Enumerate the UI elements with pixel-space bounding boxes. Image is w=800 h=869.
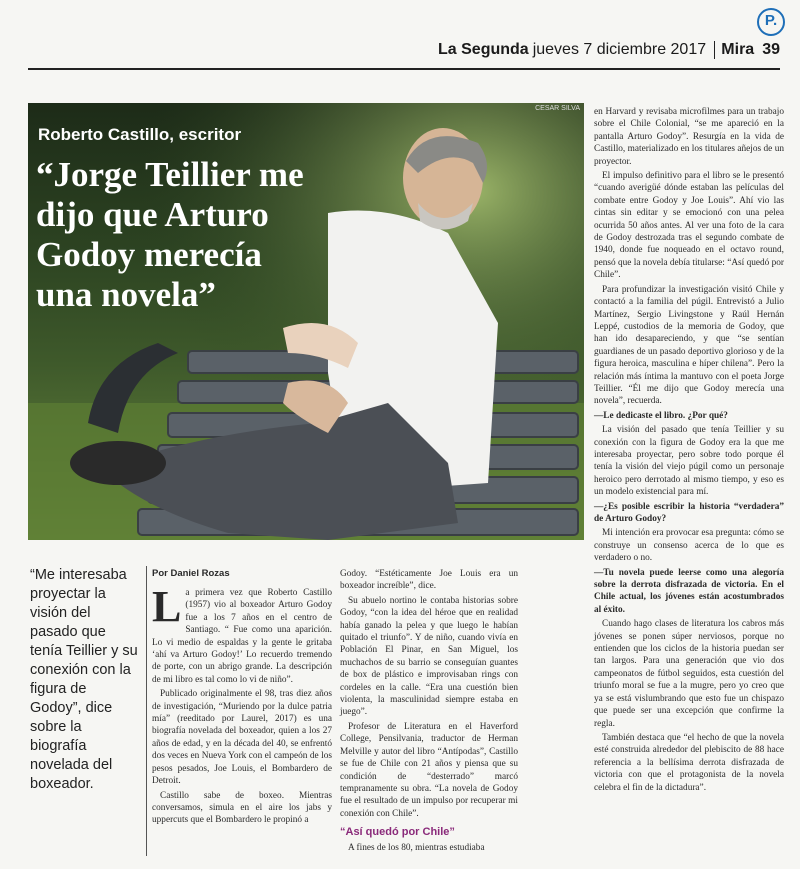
article-column-2	[340, 568, 518, 857]
paragraph	[152, 582, 332, 686]
pull-quote: “Me interesaba proyectar la visión del pasado que tenía Teillier y su conexión con la figura de Godoy”, dice sobre la biografía novelada del boxeador.	[30, 567, 138, 792]
interview-answer: La visión del pasado que tenía Teillier y su conexión con la figura de Godoy era la que me interesaba proyectar, pero sobre todo porque él tenía la visión del viejo púgil como un personaje heroico pero derrotado al mismo tiempo, y eso es un modelo existencial para mí.	[594, 425, 784, 498]
article-kicker: Roberto Castillo, escritor	[38, 125, 242, 144]
article-column-1	[152, 568, 332, 829]
photo-credit: CESAR SILVA	[535, 105, 580, 112]
interview-question: —¿Es posible escribir la historia “verdadera” de Arturo Godoy?	[594, 501, 784, 524]
drop-cap: L	[152, 582, 182, 631]
paragraph: Castillo sabe de boxeo. Mientras conversamos, simula en el aire los jabs y uppercuts que el Bombardero le propinó a	[152, 790, 332, 826]
section-subhead: “Así quedó por Chile”	[340, 826, 455, 839]
article-headline: “Jorge Teillier me dijo que Arturo Godoy merecía una novela”	[36, 155, 304, 314]
page-header	[438, 38, 780, 62]
portrait-photo	[28, 103, 584, 540]
interview-answer: Mi intención era provocar esa pregunta: cómo se construye un consenso acerca de lo que es verdadero o no.	[594, 528, 784, 564]
byline: Por Daniel Rozas	[152, 568, 230, 579]
header-divider	[714, 41, 715, 59]
issue-date: jueves 7 diciembre 2017	[532, 41, 707, 58]
paragraph: Su abuelo nortino le contaba historias sobre Godoy, “con la idea del héroe que en realidad había ganado la pelea y que luego le habían quitado el triunfo”. Y de niño, cuando vivía en Población El Pinar, en San Miguel, los muchachos de su barrio se conseguían guantes de box de plástico e improvisaban rings con cordeles en la calle. “Era una cuestión bien violenta, la masculinidad siempre estaba en juego”.	[340, 595, 518, 718]
article-column-3	[594, 106, 784, 796]
paragraph: Godoy. “Estéticamente Joe Louis era un boxeador increíble”, dice.	[340, 569, 518, 592]
paragraph: Para profundizar la investigación visitó Chile y contactó a la familia del púgil. Entrevistó a Julio Martínez, Sergio Livingstone y Raúl Hernán Leppé, custodios de la memoria de Godoy, que han ido desapareciendo, y que “se sentían guardianes de un pasado deportivo glorioso y de la figura heroica, masculina e híper chilena”. Pero la relación más íntima la mantuvo con el poeta Jorge Teillier. “Él me dijo que Godoy merecía una novela”, recuerda.	[594, 284, 784, 407]
publication-name: La Segunda	[438, 41, 529, 58]
paragraph: Publicado originalmente el 98, tras diez años de investigación, “Muriendo por la dulce patria mía” (reeditado por Laurel, 2017) es una biografía novelada del boxeador, quien a los 27 años de edad, y en la década del 40, se enfrentó dos veces en Nueva York con el campeón de los pesos pesados, Joe Louis, el Bombardero de Detroit.	[152, 689, 332, 787]
paragraph: en Harvard y revisaba microfilmes para un trabajo sobre el Chile Colonial, “se me apareció en la pantalla Arturo Godoy”. Resurgía en la vida de Castillo, materializado en los titulares añejos de un proyector.	[594, 107, 784, 167]
interview-question: —Le dedicaste el libro. ¿Por qué?	[594, 410, 728, 421]
interview-answer: Cuando hago clases de literatura los cabros más jóvenes se ponen súper nerviosos, porque no entienden que los ciclos de la historia puedan ser tan largos. Para una generación que vio dos campeonatos de fútbol seguidos, esta cuestión del triunfo moral se fue a la mugre, pero yo creo que ya se está vislumbrando que esto fue un chispazo que puede ser una excepción que confirme la regla.	[594, 619, 784, 729]
paragraph: El impulso definitivo para el libro se le presentó “cuando averigüé dónde estaban las películas del combate entre Godoy y Joe Louis”. Ahí vio las cintas sin editar y se emocionó con una pelea ocurrida 50 años antes. Al ver una foto de la cara de Godoy destrozada tras el segundo combate de 1940, donde fue noqueado en el octavo round, pensó que la novela debía titularse: “Así quedó por Chile”.	[594, 171, 785, 281]
section-name: Mira	[721, 41, 755, 58]
column-divider	[146, 566, 147, 856]
header-rule	[28, 68, 780, 70]
paragraph: A fines de los 80, mientras estudiaba	[348, 843, 485, 854]
paragraph-text: a primera vez que Roberto Castillo (1957) vio al boxeador Arturo Godoy fue a los 7 años en el centro de Santiago. “ Fue como una aparición. Lo vi medio de espaldas y la gente le gritaba ‘ahí va Arturo Godoy!’ Lo recuerdo tremendo de porte, con un abrigo grande. La descripción de mi libro es tal como lo vi de niño”.	[152, 588, 332, 685]
paragraph: Profesor de Literatura en el Haverford College, Pensilvania, traductor de Herman Melville y autor del libro “Antípodas”, Castillo se fue de Chile con 21 años y piensa que su condición de “desterrado” marcó tempranamente su obra. “La novela de Godoy fue el resultado de un impulso por recuperar mi conexión con Chile”.	[340, 721, 518, 819]
interview-question: —Tu novela puede leerse como una alegoría sobre la derrota disfrazada de victoria. En el Chile actual, los jóvenes están acostumbrados al éxito.	[594, 567, 784, 615]
paragraph: También destaca que “el hecho de que la novela esté construida alrededor del plebiscito de 88 hace referencia a la bellísima derrota disfrazada de victoria con que el protagonista de la novela celebra el fin de la dictadura”.	[594, 732, 784, 793]
page-mark: P.	[757, 8, 785, 36]
page-number: 39	[762, 41, 780, 58]
